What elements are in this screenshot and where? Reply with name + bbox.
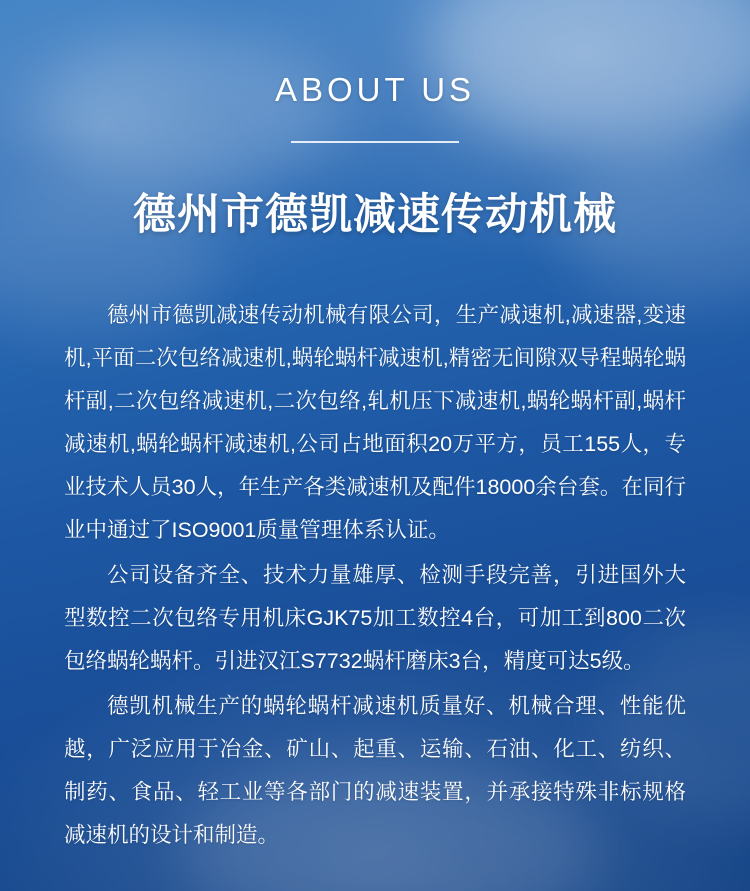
content-container xyxy=(0,72,750,857)
title-divider xyxy=(291,141,459,143)
page-title: 德州市德凯减速传动机械 xyxy=(133,191,617,240)
section-eyebrow: ABOUT US xyxy=(274,71,476,108)
about-body xyxy=(42,294,708,857)
about-paragraph: 德凯机械生产的蜗轮蜗杆减速机质量好、机械合理、性能优越，广泛应用于冶金、矿山、起重、运输、石油、化工、纺织、制药、食品、轻工业等各部门的减速装置，并承接特殊非标规格减速机的设计和制造。 xyxy=(64,694,686,848)
about-paragraph: 公司设备齐全、技术力量雄厚、检测手段完善，引进国外大型数控二次包络专用机床GJK75加工数控4台，可加工到800二次包络蜗轮蜗杆。引进汉江S7732蜗杆磨床3台，精度可达5级。 xyxy=(64,563,686,674)
about-paragraph: 德州市德凯减速传动机械有限公司，生产减速机,减速器,变速机,平面二次包络减速机,蜗轮蜗杆减速机,精密无间隙双导程蜗轮蜗杆副,二次包络减速机,二次包络,轧机压下减速机,蜗轮蜗杆副,蜗杆减速机,蜗轮蜗杆减速机,公司占地面积20万平方，员工155人，专业技术人员30人，年生产各类减速机及配件18000余台套。在同行业中通过了ISO9001质量管理体系认证。 xyxy=(64,303,686,543)
